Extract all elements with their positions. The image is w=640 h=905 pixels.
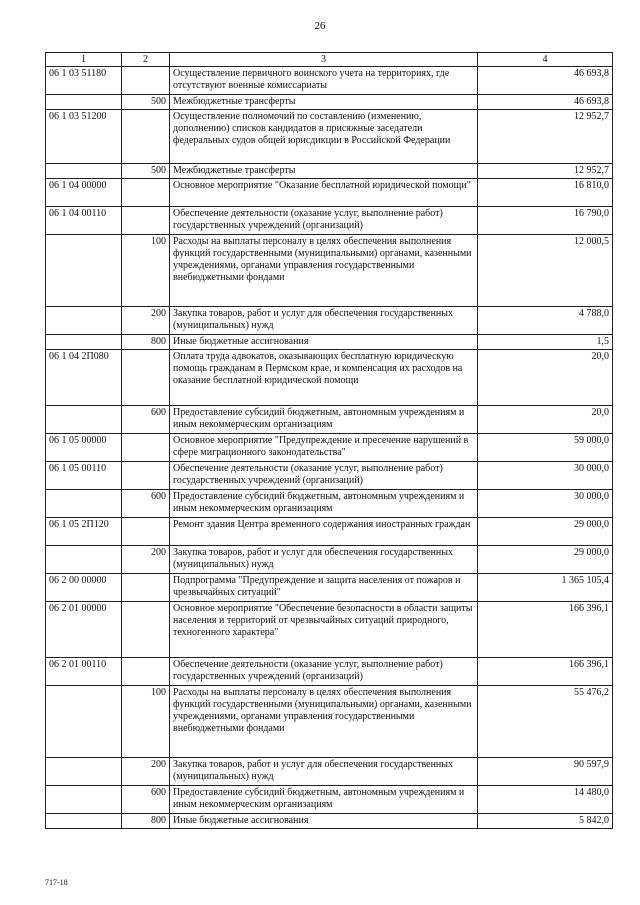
amount-cell: 30 000,0 [478, 490, 613, 518]
budget-code-cell [46, 786, 122, 814]
item-name-cell: Иные бюджетные ассигнования [170, 814, 478, 829]
item-name-cell: Расходы на выплаты персоналу в целях обеспечения выполнения функций государственными (муниципальными) органами, казенными учреждениями, органами управления государственными внебюджетными фондами [170, 235, 478, 307]
expense-type-cell: 100 [122, 686, 170, 758]
table-row [46, 307, 613, 335]
budget-code-cell [46, 406, 122, 434]
budget-code-cell [46, 335, 122, 350]
item-name-cell: Основное мероприятие "Обеспечение безопасности в области защиты населения и территорий от чрезвычайных ситуаций природного, техногенного характера" [170, 602, 478, 658]
budget-code-cell [46, 546, 122, 574]
amount-cell: 166 396,1 [478, 602, 613, 658]
footer-code: 717-18 [45, 878, 68, 887]
item-name-cell: Подпрограмма "Предупреждение и защита населения от пожаров и чрезвычайных ситуаций" [170, 574, 478, 602]
expense-type-cell: 800 [122, 335, 170, 350]
expense-type-cell: 200 [122, 546, 170, 574]
budget-code-cell: 06 1 04 00000 [46, 179, 122, 207]
header-col-4: 4 [478, 53, 613, 67]
item-name-cell: Основное мероприятие "Предупреждение и пресечение нарушений в сфере миграционного законодательства" [170, 434, 478, 462]
table-row [46, 335, 613, 350]
table-row [46, 658, 613, 686]
item-name-cell: Закупка товаров, работ и услуг для обеспечения государственных (муниципальных) нужд [170, 546, 478, 574]
expense-type-cell: 600 [122, 786, 170, 814]
budget-code-cell: 06 2 00 00000 [46, 574, 122, 602]
budget-code-cell: 06 1 04 2П080 [46, 350, 122, 406]
expense-type-cell [122, 179, 170, 207]
expense-type-cell [122, 658, 170, 686]
item-name-cell: Предоставление субсидий бюджетным, автономным учреждениям и иным некоммерческим организациям [170, 786, 478, 814]
header-col-3: 3 [170, 53, 478, 67]
amount-cell: 12 952,7 [478, 110, 613, 164]
table-row [46, 546, 613, 574]
expense-type-cell [122, 207, 170, 235]
budget-code-cell: 06 1 04 00110 [46, 207, 122, 235]
amount-cell: 20,0 [478, 406, 613, 434]
budget-code-cell [46, 686, 122, 758]
table-row [46, 350, 613, 406]
amount-cell: 59 000,0 [478, 434, 613, 462]
item-name-cell: Иные бюджетные ассигнования [170, 335, 478, 350]
table-row [46, 686, 613, 758]
table-row [46, 574, 613, 602]
item-name-cell: Расходы на выплаты персоналу в целях обеспечения выполнения функций государственными (муниципальными) органами, казенными учреждениями, органами управления государственными внебюджетными фондами [170, 686, 478, 758]
table-row [46, 110, 613, 164]
amount-cell: 4 788,0 [478, 307, 613, 335]
item-name-cell: Обеспечение деятельности (оказание услуг, выполнение работ) государственных учреждений (организаций) [170, 462, 478, 490]
budget-code-cell [46, 490, 122, 518]
expense-type-cell: 600 [122, 406, 170, 434]
amount-cell: 16 810,0 [478, 179, 613, 207]
amount-cell: 30 000,0 [478, 462, 613, 490]
item-name-cell: Оплата труда адвокатов, оказывающих бесплатную юридическую помощь гражданам в Пермском крае, и компенсация их расходов на оказание бесплатной юридической помощи [170, 350, 478, 406]
expense-type-cell: 100 [122, 235, 170, 307]
table-row [46, 67, 613, 95]
item-name-cell: Межбюджетные трансферты [170, 95, 478, 110]
table-row [46, 434, 613, 462]
table-row [46, 758, 613, 786]
expense-type-cell [122, 67, 170, 95]
table-row [46, 406, 613, 434]
amount-cell: 12 000,5 [478, 235, 613, 307]
amount-cell: 46 693,8 [478, 67, 613, 95]
amount-cell: 46 693,8 [478, 95, 613, 110]
table-row [46, 786, 613, 814]
item-name-cell: Ремонт здания Центра временного содержания иностранных граждан [170, 518, 478, 546]
table-row [46, 207, 613, 235]
item-name-cell: Обеспечение деятельности (оказание услуг, выполнение работ) государственных учреждений (организаций) [170, 658, 478, 686]
table-row [46, 462, 613, 490]
expense-type-cell [122, 518, 170, 546]
expense-type-cell: 500 [122, 164, 170, 179]
expense-type-cell [122, 110, 170, 164]
expense-type-cell [122, 462, 170, 490]
table-row [46, 179, 613, 207]
budget-code-cell [46, 758, 122, 786]
table-row [46, 164, 613, 179]
item-name-cell: Межбюджетные трансферты [170, 164, 478, 179]
table-row [46, 814, 613, 829]
amount-cell: 5 842,0 [478, 814, 613, 829]
amount-cell: 16 790,0 [478, 207, 613, 235]
item-name-cell: Основное мероприятие "Оказание бесплатной юридической помощи" [170, 179, 478, 207]
item-name-cell: Обеспечение деятельности (оказание услуг, выполнение работ) государственных учреждений (организаций) [170, 207, 478, 235]
budget-code-cell: 06 1 05 00110 [46, 462, 122, 490]
amount-cell: 29 000,0 [478, 518, 613, 546]
budget-code-cell: 06 1 03 51180 [46, 67, 122, 95]
table-row [46, 95, 613, 110]
budget-code-cell: 06 1 03 51200 [46, 110, 122, 164]
header-col-2: 2 [122, 53, 170, 67]
budget-code-cell: 06 2 01 00000 [46, 602, 122, 658]
amount-cell: 90 597,9 [478, 758, 613, 786]
amount-cell: 29 000,0 [478, 546, 613, 574]
expense-type-cell: 600 [122, 490, 170, 518]
budget-code-cell [46, 814, 122, 829]
budget-code-cell [46, 164, 122, 179]
table-row [46, 235, 613, 307]
budget-code-cell [46, 95, 122, 110]
expense-type-cell: 500 [122, 95, 170, 110]
budget-table [45, 52, 613, 829]
amount-cell: 20,0 [478, 350, 613, 406]
page-number: 26 [314, 20, 326, 32]
table-row [46, 490, 613, 518]
item-name-cell: Предоставление субсидий бюджетным, автономным учреждениям и иным некоммерческим организациям [170, 406, 478, 434]
table-body [46, 67, 613, 829]
expense-type-cell: 800 [122, 814, 170, 829]
table-row [46, 602, 613, 658]
expense-type-cell [122, 602, 170, 658]
budget-code-cell [46, 307, 122, 335]
header-col-1: 1 [46, 53, 122, 67]
header-row [46, 53, 613, 67]
amount-cell: 14 480,0 [478, 786, 613, 814]
expense-type-cell [122, 434, 170, 462]
expense-type-cell: 200 [122, 307, 170, 335]
budget-code-cell: 06 1 05 00000 [46, 434, 122, 462]
expense-type-cell [122, 350, 170, 406]
amount-cell: 166 396,1 [478, 658, 613, 686]
item-name-cell: Закупка товаров, работ и услуг для обеспечения государственных (муниципальных) нужд [170, 758, 478, 786]
expense-type-cell: 200 [122, 758, 170, 786]
item-name-cell: Осуществление полномочий по составлению (изменению, дополнению) списков кандидатов в присяжные заседатели федеральных судов общей юрисдикции в Российской Федерации [170, 110, 478, 164]
expense-type-cell [122, 574, 170, 602]
item-name-cell: Закупка товаров, работ и услуг для обеспечения государственных (муниципальных) нужд [170, 307, 478, 335]
amount-cell: 55 476,2 [478, 686, 613, 758]
amount-cell: 1,5 [478, 335, 613, 350]
budget-code-cell: 06 1 05 2П120 [46, 518, 122, 546]
amount-cell: 12 952,7 [478, 164, 613, 179]
table-row [46, 518, 613, 546]
item-name-cell: Предоставление субсидий бюджетным, автономным учреждениям и иным некоммерческим организациям [170, 490, 478, 518]
amount-cell: 1 365 105,4 [478, 574, 613, 602]
budget-code-cell [46, 235, 122, 307]
budget-code-cell: 06 2 01 00110 [46, 658, 122, 686]
item-name-cell: Осуществление первичного воинского учета на территориях, где отсутствуют военные комиссариаты [170, 67, 478, 95]
